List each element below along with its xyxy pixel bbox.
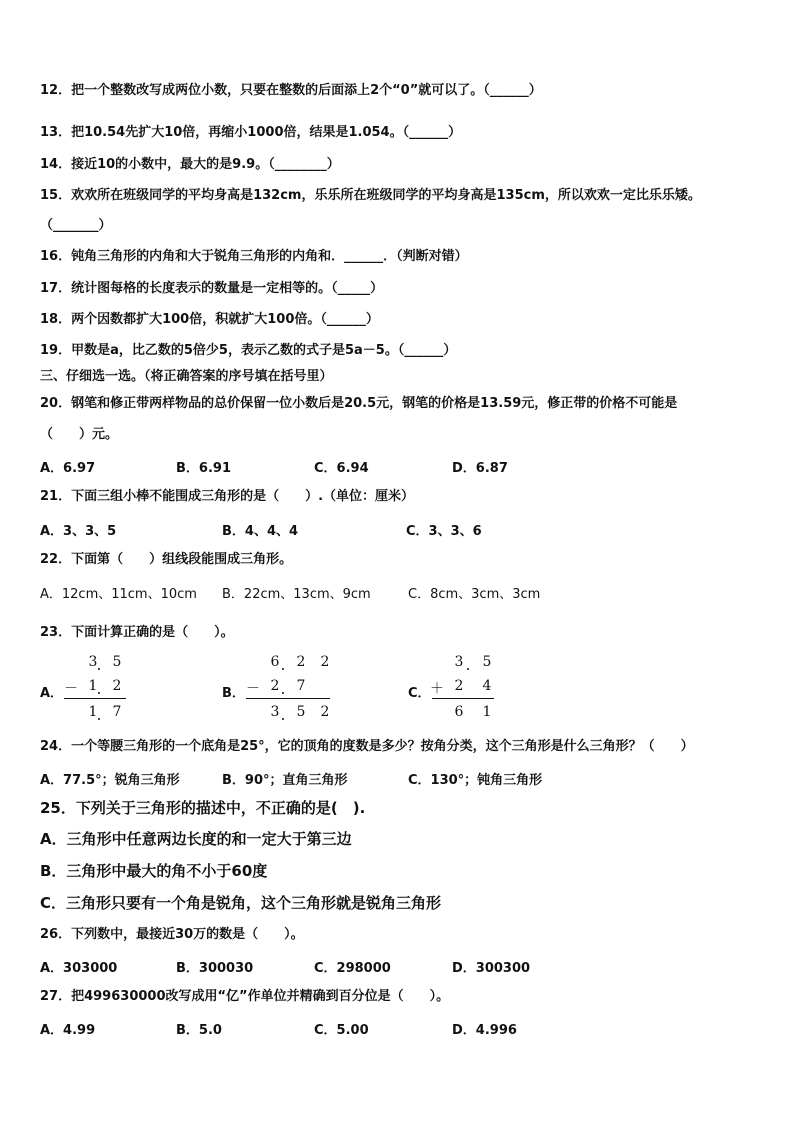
decimal-point	[467, 668, 469, 670]
calc-a	[40, 652, 140, 722]
calc-b	[222, 652, 352, 722]
calc-digit: 2	[454, 678, 464, 694]
question-20-blank: （ ）元。	[40, 427, 119, 442]
decimal-point	[98, 692, 100, 694]
decimal-point	[282, 692, 284, 694]
option-c: C．6.94	[314, 461, 369, 476]
question-26: 26．下列数中，最接近30万的数是（ ）。	[40, 927, 304, 942]
calc-digit: 5	[112, 654, 122, 670]
calc-operator: －	[246, 681, 260, 697]
calc-digit: 5	[482, 654, 492, 670]
calc-digit: 2	[112, 678, 122, 694]
question-15: 15．欢欢所在班级同学的平均身高是132cm，乐乐所在班级同学的平均身高是135cm，所以欢欢一定比乐乐矮。	[40, 188, 701, 203]
option-b: B．4、4、4	[222, 524, 299, 539]
option-a: A．303000	[40, 961, 118, 976]
question-25-option-b: B．三角形中最大的角不小于60度	[40, 862, 268, 880]
calc-digit: 1	[88, 704, 98, 720]
calc-line	[246, 698, 330, 699]
calc-label: A．	[40, 686, 64, 701]
calc-digit: 1	[482, 704, 492, 720]
calc-digit: 3	[88, 654, 98, 670]
question-15-blank: （_______）	[40, 218, 112, 233]
question-24: 24．一个等腰三角形的一个底角是25°，它的顶角的度数是多少？按角分类，这个三角形是什么三角形？（ ）	[40, 739, 694, 754]
option-c: C．3、3、6	[406, 524, 482, 539]
question-25: 25．下列关于三角形的描述中，不正确的是( ).	[40, 799, 366, 817]
question-12: 12．把一个整数改写成两位小数，只要在整数的后面添上2个“0”就可以了。（______）	[40, 83, 542, 98]
option-d: D．300300	[452, 961, 531, 976]
decimal-point	[282, 668, 284, 670]
question-21: 21．下面三组小棒不能围成三角形的是（ ）.（单位：厘米）	[40, 489, 415, 504]
question-13: 13．把10.54先扩大10倍，再缩小1000倍，结果是1.054。（______）	[40, 125, 462, 140]
question-24-options	[40, 769, 740, 787]
decimal-point	[282, 718, 284, 720]
calc-line	[64, 698, 126, 699]
calc-digit: 6	[454, 704, 464, 720]
calc-digit: 3	[454, 654, 464, 670]
question-14: 14．接近10的小数中，最大的是9.9。（________）	[40, 157, 340, 172]
calc-operator: ＋	[430, 681, 444, 697]
question-18: 18．两个因数都扩大100倍，积就扩大100倍。（______）	[40, 312, 379, 327]
question-19: 19．甲数是a，比乙数的5倍少5，表示乙数的式子是5a－5。（______）	[40, 343, 457, 358]
option-b: B．6.91	[176, 461, 231, 476]
option-d: D．4.996	[452, 1023, 517, 1038]
calc-digit: 4	[482, 678, 492, 694]
question-21-options	[40, 520, 740, 538]
calc-label: C．	[408, 686, 431, 701]
option-d: D．6.87	[452, 461, 508, 476]
question-16: 16．钝角三角形的内角和大于锐角三角形的内角和．______．（判断对错）	[40, 249, 468, 264]
option-b: B．300030	[176, 961, 254, 976]
option-a: A．3、3、5	[40, 524, 117, 539]
calc-digit: 7	[296, 678, 306, 694]
decimal-point	[98, 668, 100, 670]
calc-c	[408, 652, 508, 722]
question-17: 17．统计图每格的长度表示的数量是一定相等的。（_____）	[40, 281, 384, 296]
question-20: 20．钢笔和修正带两样物品的总价保留一位小数后是20.5元，钢笔的价格是13.59元，修正带的价格不可能是	[40, 396, 678, 411]
calc-digit: 2	[320, 704, 330, 720]
option-a: A．77.5°；锐角三角形	[40, 773, 180, 788]
calc-label: B．	[222, 686, 245, 701]
calc-line	[432, 698, 494, 699]
option-a: A．6.97	[40, 461, 96, 476]
question-27: 27．把499630000改写成用“亿”作单位并精确到百分位是（ ）。	[40, 989, 450, 1004]
question-25-option-c: C．三角形只要有一个角是锐角，这个三角形就是锐角三角形	[40, 894, 442, 912]
option-b: B．22cm、13cm、9cm	[222, 587, 371, 602]
option-b: B．90°；直角三角形	[222, 773, 348, 788]
calc-digit: 2	[296, 654, 306, 670]
calc-digit: 3	[270, 704, 280, 720]
calc-digit: 6	[270, 654, 280, 670]
option-c: C．5.00	[314, 1023, 369, 1038]
option-c: C．298000	[314, 961, 391, 976]
question-23: 23．下面计算正确的是（ ）。	[40, 625, 234, 640]
question-27-options	[40, 1019, 740, 1037]
question-20-options	[40, 457, 740, 475]
calc-digit: 5	[296, 704, 306, 720]
question-25-option-a: A．三角形中任意两边长度的和一定大于第三边	[40, 830, 352, 848]
section-3-heading: 三、仔细选一选。（将正确答案的序号填在括号里）	[40, 369, 333, 384]
calc-digit: 1	[88, 678, 98, 694]
question-26-options	[40, 957, 740, 975]
calc-operator: －	[64, 681, 78, 697]
question-22: 22．下面第（ ）组线段能围成三角形。	[40, 552, 293, 567]
calc-digit: 2	[320, 654, 330, 670]
calc-digit: 2	[270, 678, 280, 694]
option-a: A．12cm、11cm、10cm	[40, 587, 197, 602]
calc-digit: 7	[112, 704, 122, 720]
option-a: A．4.99	[40, 1023, 96, 1038]
option-b: B．5.0	[176, 1023, 222, 1038]
option-c: C．8cm、3cm、3cm	[408, 587, 541, 602]
decimal-point	[98, 718, 100, 720]
question-22-options	[40, 583, 740, 601]
option-c: C．130°；钝角三角形	[408, 773, 543, 788]
